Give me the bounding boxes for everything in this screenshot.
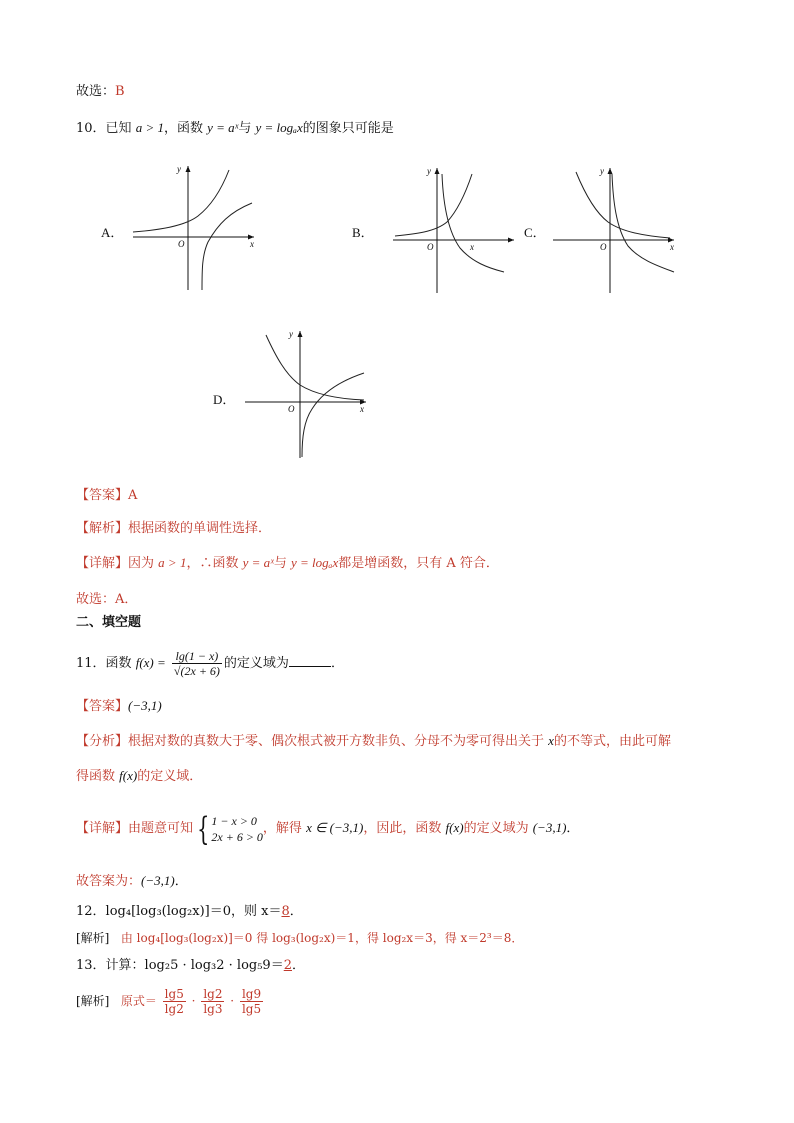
- q10-text-suffix: 的图象只可能是: [302, 121, 394, 136]
- log-curve: [612, 174, 674, 272]
- origin-label: O: [288, 404, 295, 414]
- q11-detail-text-4: 的定义域为: [463, 821, 529, 836]
- graph-option-c: [550, 160, 680, 295]
- log-curve: [442, 174, 504, 272]
- graph-option-d: [242, 325, 377, 463]
- y-axis-arrow: [608, 168, 613, 174]
- fraction-denominator: lg5: [241, 1002, 262, 1016]
- q13-answer: 2: [283, 958, 292, 973]
- exp-curve: [133, 170, 229, 232]
- q11-text-1: 函数: [105, 656, 132, 671]
- option-c-label: C．: [524, 225, 546, 240]
- option-b-label: B．: [352, 225, 374, 240]
- section-heading: 二、填空题: [76, 615, 142, 630]
- exp-curve: [266, 335, 364, 400]
- q10-conclusion: 故选：A．: [76, 592, 138, 607]
- q11-analysis-line-2: [76, 767, 202, 786]
- q11-detail-text-2: ，解得: [262, 821, 302, 836]
- x-axis-label: x: [670, 242, 674, 252]
- answer-tag: 【答案】: [76, 699, 129, 714]
- q11-fx: f(x) =: [135, 655, 166, 670]
- q11-analysis-text-1: 根据对数的真数大于零、偶次根式被开方数非负、分母不为零可得出关于: [128, 734, 545, 749]
- q11-analysis-text-4: 的定义域．: [137, 769, 203, 784]
- q13-stem: [76, 957, 305, 975]
- q12-solution-text: 由 log₄[log₃(log₂x)]＝0 得 log₃(log₂x)＝1，得 log₂x＝3，得 x＝2³＝8．: [120, 931, 524, 945]
- multiply-dot: ·: [191, 994, 196, 1008]
- q12-end: ．: [289, 904, 303, 919]
- y-axis-arrow: [435, 168, 440, 174]
- q11-analysis-var: x: [548, 733, 554, 748]
- q11-detail-solution: x ∈ (−3,1): [306, 820, 364, 835]
- q12-answer: 8: [281, 904, 290, 919]
- q13-solution-prefix: 原式＝: [120, 994, 157, 1008]
- x-axis-label: x: [360, 404, 364, 414]
- q10-condition: a > 1: [135, 120, 164, 135]
- q11-stem: [76, 648, 344, 679]
- q10-function-exp: y = aˣ: [207, 120, 239, 135]
- q11-detail-end: ．: [566, 821, 580, 836]
- log-curve: [202, 203, 252, 290]
- q13-solution: [76, 983, 265, 1019]
- q12-text: log₄[log₃(log₂x)]＝0，则 x＝: [105, 904, 282, 919]
- exp-curve: [395, 174, 472, 236]
- q13-text: 计算：log₂5 · log₃2 · log₅9＝: [105, 958, 284, 973]
- graph-option-a: [130, 160, 260, 295]
- q11-number: 11．: [76, 656, 106, 671]
- q11-inequality-2: 2x + 6 > 0: [211, 829, 263, 844]
- q11-fraction: [172, 649, 222, 678]
- q13-solution-tag: [解析]: [76, 994, 110, 1008]
- multiply-dot: ·: [230, 994, 235, 1008]
- q11-analysis-text-2: 的不等式，由此可解: [553, 734, 671, 749]
- detail-tag: 【详解】: [76, 556, 129, 571]
- answer-blank: [289, 654, 331, 667]
- q10-detail-text-3: 与: [273, 556, 287, 571]
- x-axis-arrow: [508, 238, 514, 243]
- q11-denominator: √(2x + 6): [173, 664, 220, 678]
- q11-analysis-text-3: 得函数: [76, 769, 116, 784]
- q10-text-mid: ，函数: [163, 121, 203, 136]
- q13-fraction-3: [240, 987, 263, 1016]
- x-axis-label: x: [250, 239, 254, 249]
- q13-number: 13．: [76, 958, 106, 973]
- q10-detail-condition: a > 1: [158, 555, 187, 570]
- prev-answer-line: [76, 83, 125, 101]
- q13-fraction-2: [201, 987, 224, 1016]
- q10-function-log: y = logₐx: [255, 120, 303, 135]
- q11-conclusion-text: 故答案为：: [76, 874, 142, 889]
- origin-label: O: [178, 239, 185, 249]
- prev-answer-label: 故选：: [76, 84, 116, 99]
- log-curve: [302, 373, 364, 457]
- q11-conclusion-value: (−3,1): [141, 873, 175, 888]
- q11-detail-text-3: ，因此，函数: [363, 821, 442, 836]
- detail-tag: 【详解】: [76, 821, 129, 836]
- prev-answer-value: B: [115, 84, 125, 99]
- q12-number: 12．: [76, 904, 106, 919]
- q11-answer: (−3,1): [128, 698, 162, 713]
- option-d-label: D．: [213, 392, 236, 407]
- fraction-denominator: lg3: [203, 1002, 223, 1016]
- q10-text-and: 与: [238, 121, 252, 136]
- q13-fraction-1: [163, 987, 186, 1016]
- q10-detail-text-1: 因为: [128, 556, 155, 571]
- fraction-denominator: lg2: [164, 1002, 184, 1016]
- q13-end: ．: [292, 958, 306, 973]
- q10-detail-line: [76, 554, 499, 573]
- answer-tag: 【答案】: [76, 488, 129, 503]
- y-axis-arrow: [186, 166, 191, 172]
- origin-label: O: [427, 242, 434, 252]
- q10-text-prefix: 已知: [105, 121, 132, 136]
- q11-detail-fx: f(x): [445, 820, 464, 835]
- q12-solution-tag: [解析]: [76, 931, 110, 945]
- q11-analysis-line-1: [76, 732, 671, 751]
- q11-detail-text-1: 由题意可知: [128, 821, 194, 836]
- q11-numerator: lg(1 − x): [172, 649, 222, 664]
- y-axis-label: y: [177, 164, 181, 174]
- q11-analysis-fx: f(x): [119, 768, 138, 783]
- fraction-numerator: lg2: [203, 987, 223, 1001]
- system-brace: {: [197, 809, 210, 848]
- y-axis-arrow: [298, 331, 303, 337]
- analysis-tag: 【解析】: [76, 521, 129, 536]
- y-axis-label: y: [289, 329, 293, 339]
- q10-detail-text-4: 都是增函数，只有 A 符合．: [338, 556, 499, 571]
- q11-conclusion-end: ．: [174, 874, 188, 889]
- fraction-numerator: lg5: [164, 987, 184, 1001]
- y-axis-label: y: [427, 166, 431, 176]
- q10-detail-log: y = logₐx: [290, 555, 339, 570]
- q10-detail-exp: y = aˣ: [242, 555, 274, 570]
- x-axis-label: x: [470, 242, 474, 252]
- q11-detail-domain: (−3,1): [532, 820, 567, 835]
- q11-inequality-system: [211, 813, 263, 845]
- q11-answer-line: [76, 697, 162, 716]
- q10-answer: A: [128, 488, 138, 503]
- q10-analysis: 根据函数的单调性选择．: [128, 521, 272, 536]
- origin-label: O: [600, 242, 607, 252]
- q10-stem: [76, 119, 394, 138]
- q10-number: 10．: [76, 121, 106, 136]
- q11-inequality-1: 1 − x > 0: [211, 813, 257, 828]
- q10-analysis-line: [76, 520, 271, 538]
- graph-option-b: [390, 160, 520, 295]
- y-axis-label: y: [600, 166, 604, 176]
- option-a-label: A．: [101, 225, 124, 240]
- q10-detail-text-2: ，∴函数: [186, 556, 239, 571]
- q10-answer-line: [76, 487, 137, 505]
- analysis-tag: 【分析】: [76, 734, 129, 749]
- exp-curve: [576, 172, 670, 238]
- q11-conclusion: [76, 872, 188, 891]
- q12-solution: [76, 929, 523, 947]
- q12-stem: [76, 903, 303, 921]
- q11-detail-line: [76, 811, 579, 846]
- q11-text-2: 的定义域为: [223, 656, 289, 671]
- q11-end: ．: [330, 656, 344, 671]
- fraction-numerator: lg9: [241, 987, 262, 1001]
